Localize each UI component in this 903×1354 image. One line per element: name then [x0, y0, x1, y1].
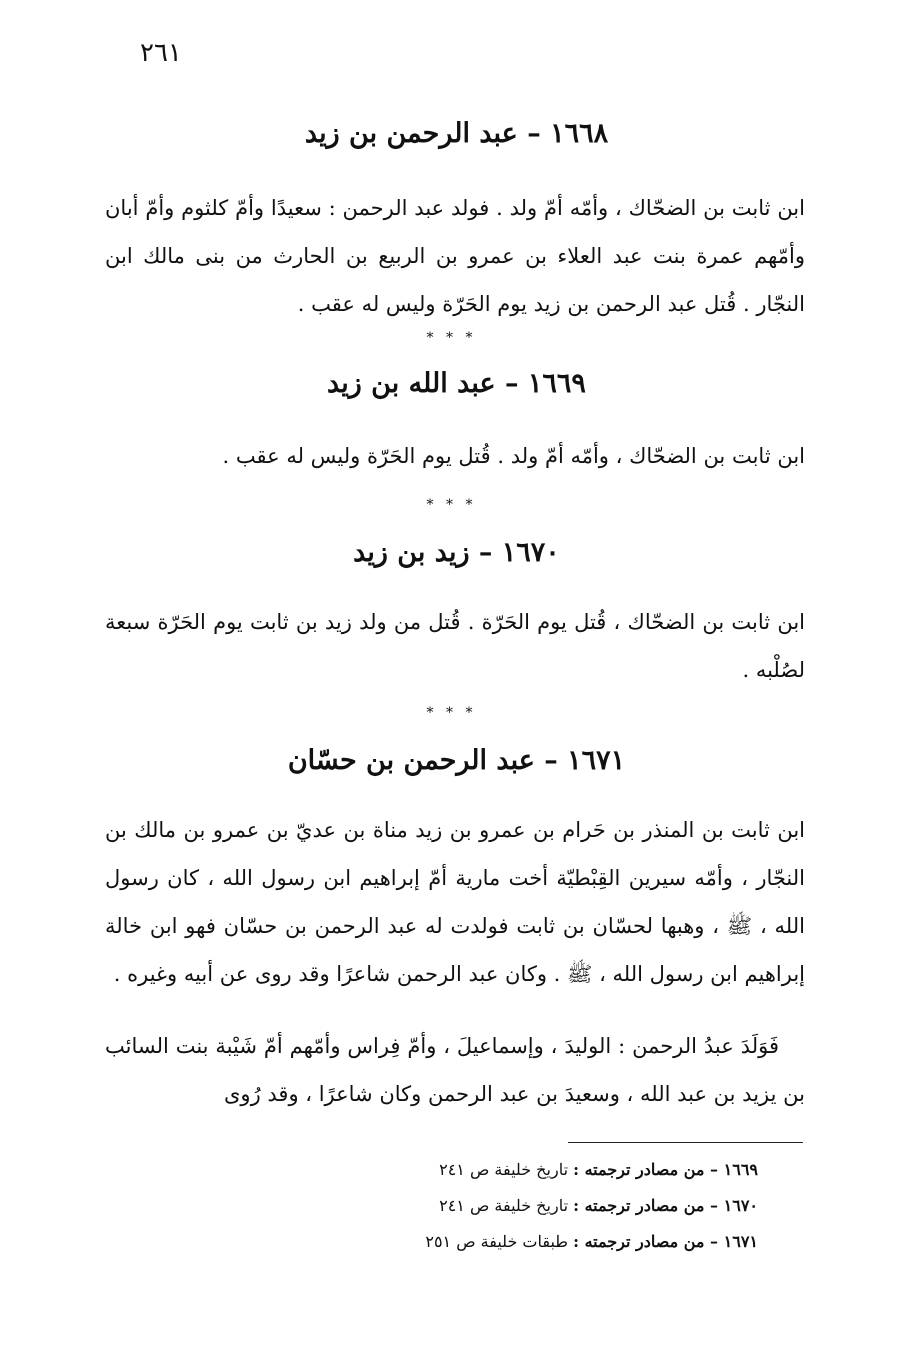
footnote-source: طبقات خليفة ص ٢٥١: [425, 1232, 569, 1251]
entry-text-1670: ابن ثابت بن الضحّاك ، قُتل يوم الحَرّة . قُتل من ولد زيد بن ثابت يوم الحَرّة سبعة لصُلْبه .: [105, 610, 805, 682]
footnote-source: تاريخ خليفة ص ٢٤١: [439, 1160, 569, 1179]
footnote-source: تاريخ خليفة ص ٢٤١: [439, 1196, 569, 1215]
entry-text-1671-continued: فَوَلَدَ عبدُ الرحمن : الوليدَ ، وإسماعيلَ ، وأمّ فِراس وأمّهم أمّ شَيْبة بنت السائب بن يزيد بن عبد الله ، وسعيدَ بن عبد الرحمن وكان شاعرًا ، وقد رُوى: [105, 1034, 805, 1106]
entry-title-1669: ١٦٦٩ – عبد الله بن زيد: [327, 368, 586, 399]
section-separator: * * *: [426, 497, 477, 513]
entry-title-1670: ١٦٧٠ – زيد بن زيد: [353, 537, 560, 568]
footnote-rule: [568, 1142, 803, 1143]
entry-title-1671: ١٦٧١ – عبد الرحمن بن حسّان: [287, 745, 626, 776]
entry-text-1668: ابن ثابت بن الضحّاك ، وأمّه أمّ ولد . فولد عبد الرحمن : سعيدًا وأمّ كلثوم وأمّ أبان وأمّهم عمرة بنت عبد العلاء بن عمرو بن الربيع بن الحارث من بنى مالك ابن النجّار . قُتل عبد الرحمن بن زيد يوم الحَرّة وليس له عقب .: [105, 196, 805, 316]
entry-title-1668: ١٦٦٨ – عبد الرحمن بن زيد: [304, 118, 609, 149]
footnote-1670: [439, 1194, 758, 1218]
entry-text-1669: ابن ثابت بن الضحّاك ، وأمّه أمّ ولد . قُتل يوم الحَرّة وليس له عقب .: [222, 444, 805, 468]
section-separator: * * *: [426, 330, 477, 346]
footnote-1669: [439, 1158, 758, 1182]
footnote-label: ١٦٧٠ – من مصادر ترجمته :: [573, 1196, 758, 1215]
section-separator: * * *: [426, 705, 477, 721]
entry-text-1671: ابن ثابت بن المنذر بن حَرام بن عمرو بن زيد مناة بن عديّ بن عمرو بن مالك بن النجّار ، وأمّه سيرين القِبْطيّة أخت مارية أمّ إبراهيم ابن رسول الله ، كان رسول الله ، ﷺ ، وهبها لحسّان بن ثابت فولدت له عبد الرحمن بن حسّان فهو ابن خالة إبراهيم ابن رسول الله ، ﷺ . وكان عبد الرحمن شاعرًا وقد روى عن أبيه وغيره .: [105, 818, 805, 986]
page-number: ٢٦١: [140, 38, 182, 68]
footnote-label: ١٦٧١ – من مصادر ترجمته :: [573, 1232, 758, 1251]
footnote-1671: [425, 1230, 758, 1254]
footnote-label: ١٦٦٩ – من مصادر ترجمته :: [573, 1160, 758, 1179]
